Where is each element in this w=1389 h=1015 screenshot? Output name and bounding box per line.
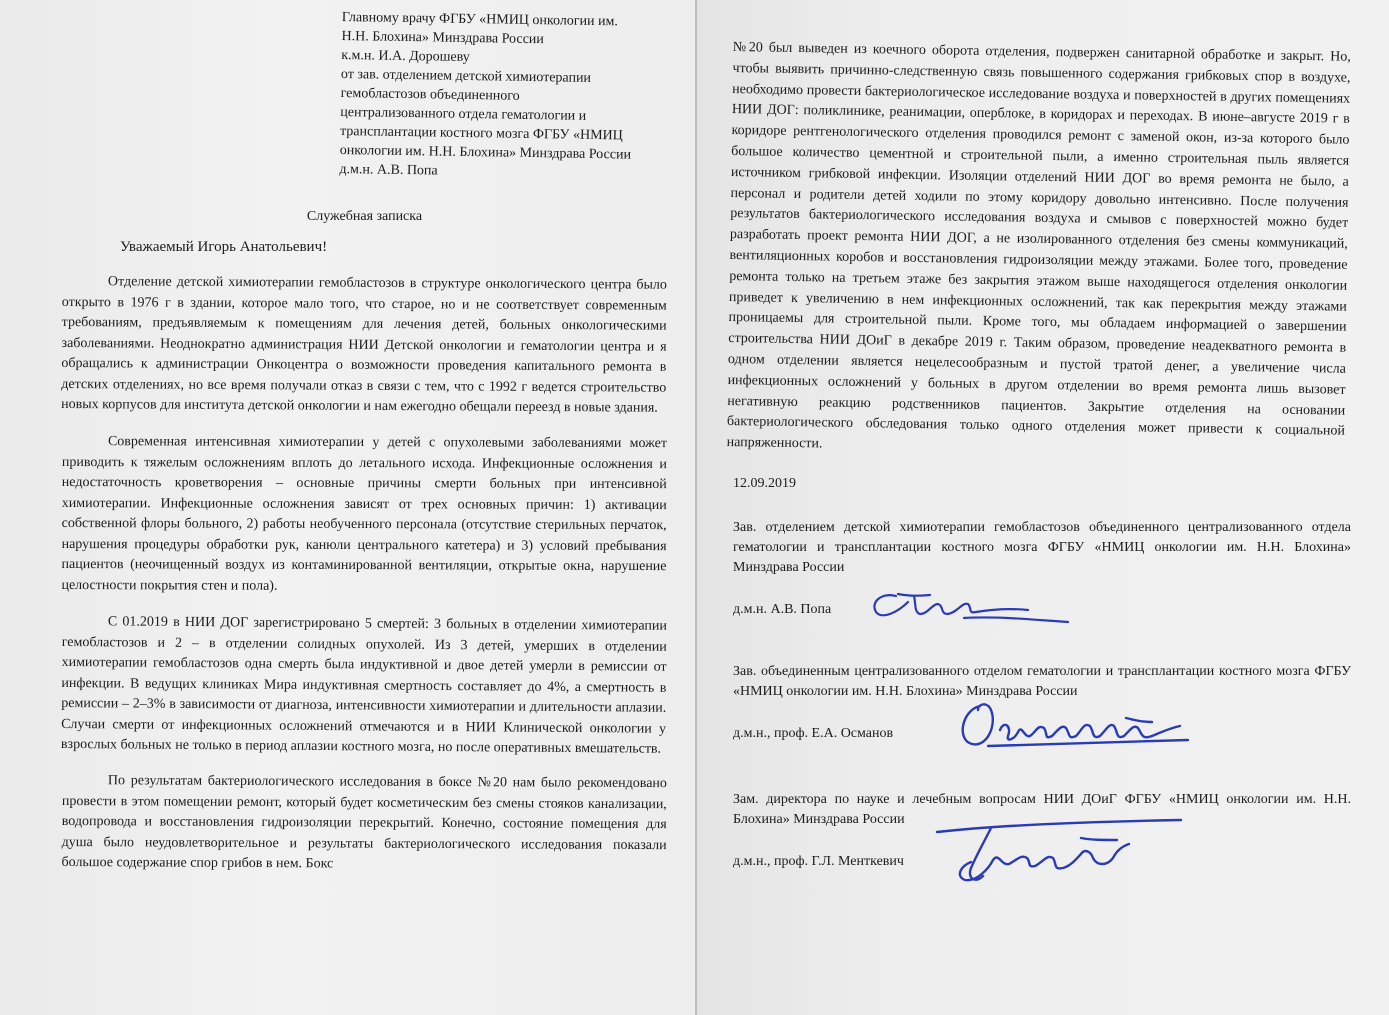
signatory-name: д.м.н., проф. Г.Л. Менткевич <box>733 853 904 869</box>
memo-paragraph: С 01.2019 в НИИ ДОГ зарегистрировано 5 смертей: 3 больных в отделении химиотерапии гемобластозов и 2 – в отделении солидных опухолей. Из 3 детей, умерших в отделении химиотерапии гемобластозов одна смерть была индуктивной и двое детей умерли в ремиссии от инфекции. В ведущих клиниках Мира индуктивная смертность составляет до 4%, а смертность в ремиссии – 2–3% в зависимости от диагноза, интенсивности химиотерапии и длительности аплазии. Случаи смерти от инфекционных осложнений отмечаются и в НИИ Клинической онкологии у взрослых больных не только в период аплазии костного мозга, но после оперативных вмешательств. <box>60 613 667 757</box>
addressee-line: гемобластозов объединенного <box>340 85 520 104</box>
signatory-position: Зав. отделением детской химиотерапии гемобластозов объединенного централизованного отдела гематологии и трансплантации костного мозга ФГБУ «НМИЦ онкологии им. Н.Н. Блохина» Минздрава России <box>733 519 1351 575</box>
addressee-line: д.м.н. А.В. Попа <box>339 161 438 179</box>
signatory-position: Зам. директора по науке и лечебным вопросам НИИ ДОиГ ФГБУ «НМИЦ онкологии им. Н.Н. Блохина» Минздрава России <box>733 791 1351 827</box>
signature-row <box>733 712 1351 756</box>
signature-osmanov <box>948 696 1208 758</box>
addressee-line: Н.Н. Блохина» Минздрава России <box>341 28 544 48</box>
signatory-block <box>733 518 1351 632</box>
memo-date: 12.09.2019 <box>733 475 796 491</box>
signatory-name: д.м.н. А.В. Попа <box>733 601 832 617</box>
signature-mentkevich <box>931 818 1191 894</box>
signatory-block <box>733 662 1351 756</box>
memo-paragraph: Современная интенсивная химиотерапии у детей с опухолевыми заболеваниями может приводить к тяжелым осложнениям вплоть до летального исхода. Инфекционные осложнения и недостаточность кроветворения – основные причины смерти больных при интенсивной химиотерапии. Инфекционные осложнения зависят от трех основных причин: 1) активации собственной флоры больного, 2) работы необученного персонала (отсутствие стерильных перчаток, нарушения процедуры обработки рук, канюли центрального катетера) и 3) условий пребывания пациентов (неочищенный воздух из контаминированной вентиляции, открытые окна, нарушение целостности покрытия стен и пола). <box>61 433 667 593</box>
signature-row <box>733 588 1351 632</box>
signatory-name: д.м.н., проф. Е.А. Османов <box>733 725 894 741</box>
memo-page-right <box>697 0 1389 1015</box>
signature-popa <box>868 582 1078 632</box>
addressee-line: трансплантации костного мозга ФГБУ «НМИЦ <box>339 123 623 144</box>
salutation: Уважаемый Игорь Анатольевич! <box>120 239 328 255</box>
addressee-line: Главному врачу ФГБУ «НМИЦ онкологии им. <box>341 9 619 30</box>
signatory-block <box>733 790 1351 884</box>
addressee-line: к.м.н. И.А. Дорошеву <box>341 47 470 66</box>
addressee-line: онкологии им. Н.Н. Блохина» Минздрава России <box>339 142 632 163</box>
memo-title: Служебная записка <box>306 209 423 224</box>
addressee-line: централизованного отдела гематологии и <box>340 104 587 124</box>
memo-paragraph: По результатам бактериологического исследования в боксе №20 нам было рекомендовано провести в этом помещении ремонт, который будет косметическим без смены стояков канализации, водопровода и восстановления гидроизоляции перекрытий. Конечно, состояние помещения для душа было неудовлетворительное и результаты бактериологического исследования показали большое содержание спор грибов в нем. Бокс <box>61 773 667 872</box>
signatory-position: Зав. объединенным централизованного отделом гематологии и трансплантации костного мозга ФГБУ «НМИЦ онкологии им. Н.Н. Блохина» Минздрава России <box>733 663 1351 699</box>
addressee-block <box>339 8 667 184</box>
signature-row <box>733 840 1351 884</box>
memo-paragraph: Отделение детской химиотерапии гемобластозов в структуре онкологического центра было открыто в 1976 г в здании, которое мало того, что старое, но и не соответствует современным требованиям, предъявляемым к помещениям для лечения детей, больных онкологическими заболеваниями. Неоднократно администрация НИИ Детской онкологии и гематологии центра и я обращались к администрации Онкоцентра о возможности проведения капитального ремонта в детских отделениях, но все время получали отказ в связи с тем, что с 1992 г ведется строительство новых корпусов для института детской онкологии и нам ежегодно обещали переезд в новые здания. <box>61 274 667 416</box>
memo-paragraph-continued: №20 был выведен из коечного оборота отделения, подвержен санитарной обработке и закрыт. Но, чтобы выявить причинно-следственную связь повышенного содержания грибковых спор в воздухе, необходимо провести бактериологическое исследование воздуха и поверхностей в других помещениях НИИ ДОГ: поликлинике, реанимации, оперблоке, в коридорах и переходах. В июне–августе 2019 г в коридоре рентгенологического отделения проводился ремонт с заменой окон, из-за которого было большое количество цементной и строительной пыли, а именно строительная пыль является источником грибковой инфекции. Изоляции отделений НИИ ДОГ во время ремонта не было, а персонал и родители детей ходили по этому коридору довольно интенсивно. После получения результатов бактериологического исследования воздуха и смывов с поверхностей можно будет разработать проект ремонта НИИ ДОГ, а не изолированного отделения без смены коммуникаций, вентиляционных коробов и восстановления гидроизоляции между этажами. Более того, проведение ремонта только на третьем этаже без закрытия этажом выше находящегося отделения онкологии приведет к увеличению в нем инфекционных осложнений, так как перекрытия между этажами проницаемы для строительной пыли. Кроме того, мы обладаем информацией о завершении строительства НИИ ДОиГ в декабре 2019 г. Таким образом, проведение неадекватного ремонта в одном отделении является нецелесообразным и пустой тратой денег, а увеличение числа инфекционных осложнений у больных в другом отделении во время ремонта лишь вызовет негативную реакцию родственников пациентов. Закрытие отделения на основании бактериологического обследования только одного отделения может привести к социальной напряженности. <box>726 39 1351 452</box>
addressee-line: от зав. отделением детской химиотерапии <box>340 66 592 86</box>
